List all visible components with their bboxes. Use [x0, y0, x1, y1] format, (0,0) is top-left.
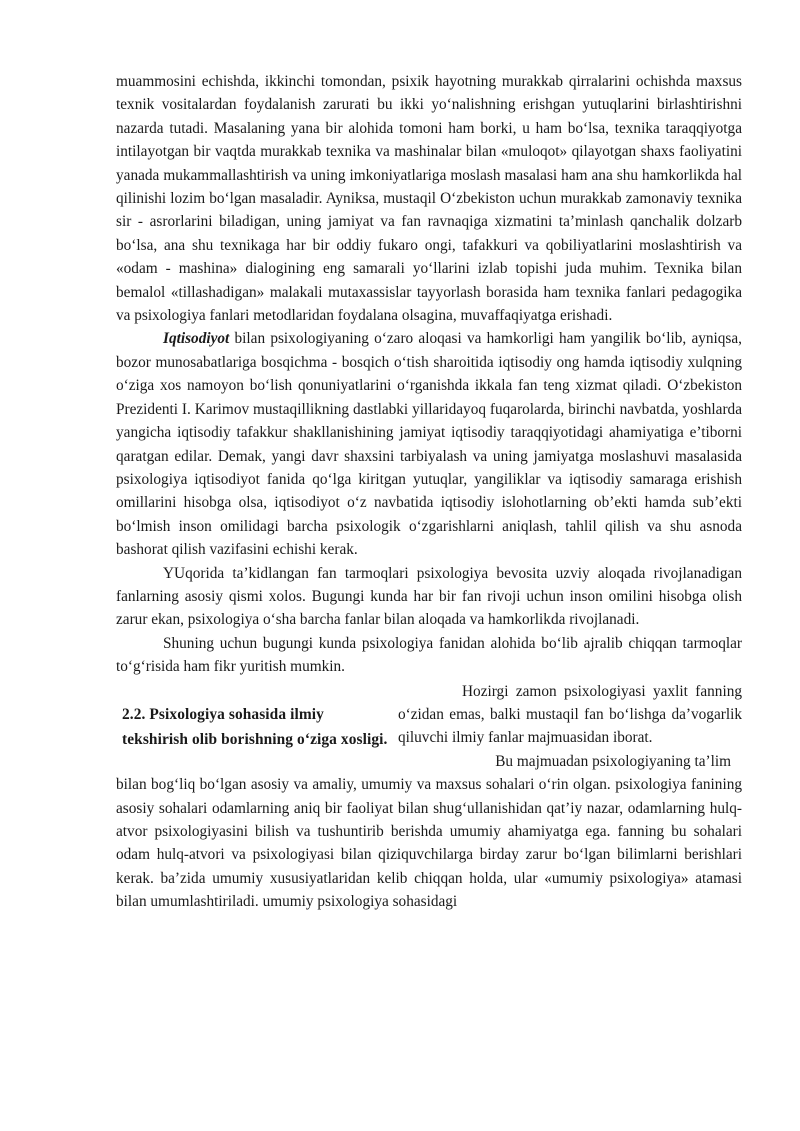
paragraph-iqtisodiyot-text: bilan psixologiyaning o‘zaro aloqasi va hamkorligi ham yangilik bo‘lib, ayniqsa, bozor munosabatlariga bosqichma - bosqich o‘tish sharoitida iqtisodiy ong hamda iqtisodiy xulqning o‘ziga xos namoyon bo‘lish qonuniyatlarini o‘rganishda ikkala fan teng xizmat qiladi. O‘zbekiston Prezidenti I. Karimov mustaqillikning dastlabki yillaridayoq fuqarolarda, birinchi navbatda, yoshlarda yangicha iqtisodiy tafakkur shakllanishining jamiyat iqtisodiy taraqqiyotidagi ahamiyatiga e’tiborni qaratgan edilar. Demak, yangi davr shaxsini tarbiyalash va uning jamiyatga moslashuvi masalasida psixologiya iqtisodiyot fanida qo‘lga kiritgan yutuqlar, yangiliklar va iqtisodiy samaraga erishish omillarini hisobga olsa, iqtisodiyot o‘z navbatida iqtisodiy islohotlarning ob’ekti hamda sub’ekti bo‘lmish inson omilidagi barcha psixologik o‘zgarishlarni aniqlash, tahlil qilish va shu asnoda bashorat qilish vazifasini echishi kerak. [116, 330, 742, 559]
section-heading: 2.2. Psixologiya sohasida ilmiy tekshirish olib borishning o‘ziga xosligi. [122, 705, 388, 748]
paragraph-iqtisodiyot [116, 327, 742, 561]
section-intro-text: Hozirgi zamon psixologiyasi yaxlit fanning o‘zidan emas, balki mustaqil fan bo‘lishga da’vogarlik qiluvchi ilmiy fanlar majmuasidan iborat. [398, 682, 742, 747]
section-block [116, 680, 742, 774]
term-iqtisodiyot: Iqtisodiyot [163, 330, 230, 348]
document-page [116, 70, 742, 914]
paragraph-texnika: muammosini echishda, ikkinchi tomondan, psixik hayotning murakkab qirralarini ochishda maxsus texnik vositalardan foydalanish zarurati bu ikki yo‘nalishning erishgan yutuqlarini birlashtirishni nazarda tutadi. Masalaning yana bir alohida tomoni ham borki, u ham bo‘lsa, texnika taraqqiyotga intilayotgan bir vaqtda murakkab texnika va mashinalar bilan «muloqot» qilayotgan shaxs faoliyatini yanada mukammallashtirish va uning imkoniyatlariga moslash masalasi ham ana shu hamkorlikda hal qilinishi lozim bo‘lgan masaladir. Ayniksa, mustaqil O‘zbekiston uchun murakkab zamonaviy texnika sir - asrorlarini biladigan, uning jamiyat va fan ravnaqiga xizmatini ta’minlash qanchalik dolzarb bo‘lsa, ana shu texnikaga har bir oddiy fukaro ongi, tafakkuri va qobiliyatlarini moslashtirish va «odam - mashina» dialogining eng samarali yo‘llarini izlab topishi juda muhim. Texnika bilan bemalol «tillashadigan» malakali mutaxassislar tayyorlash borasida ham texnika fanlari pedagogika va psixologiya fanlari metodlaridan foydalana olsagina, muvaffaqiyatga erishadi. [116, 73, 742, 325]
section-body-text: bilan bog‘liq bo‘lgan asosiy va amaliy, umumiy va maxsus sohalari o‘rin olgan. psixologiya fanining asosiy sohalari odamlarning aniq bir faoliyat bilan shug‘ullanishidan qat’iy nazar, odamlarning hulq-atvor psixologiyasini bilish va tushuntirib berishda umumiy ahamiyatga ega. fanning bu sohalari odam hulq-atvori va psixologiyasi bilan qiziquvchilarga birday zarur bo‘lgan bilimlarni berishlari kerak. ba’zida umumiy xususiyatlaridan kelib chiqqan holda, ular «umumiy psixologiya» atamasi bilan umumlashtiriladi. umumiy psixologiya sohasidagi [116, 776, 742, 911]
paragraph-fan-tarmoqlari: YUqorida ta’kidlangan fan tarmoqlari psixologiya bevosita uzviy aloqada rivojlanadigan fanlarning asosiy qismi xolos. Bugungi kunda har bir fan rivoji uchun inson omilini hisobga olish zarur ekan, psixologiya o‘sha barcha fanlar bilan aloqada va hamkorlikda rivojlanadi. [116, 564, 742, 629]
section-intro-tail: Bu majmuadan psixologiyaning ta’lim [495, 752, 731, 770]
paragraph-shuning-uchun: Shuning uchun bugungi kunda psixologiya fanidan alohida bo‘lib ajralib chiqqan tarmoqlar to‘g‘risida ham fikr yuritish mumkin. [116, 634, 742, 676]
